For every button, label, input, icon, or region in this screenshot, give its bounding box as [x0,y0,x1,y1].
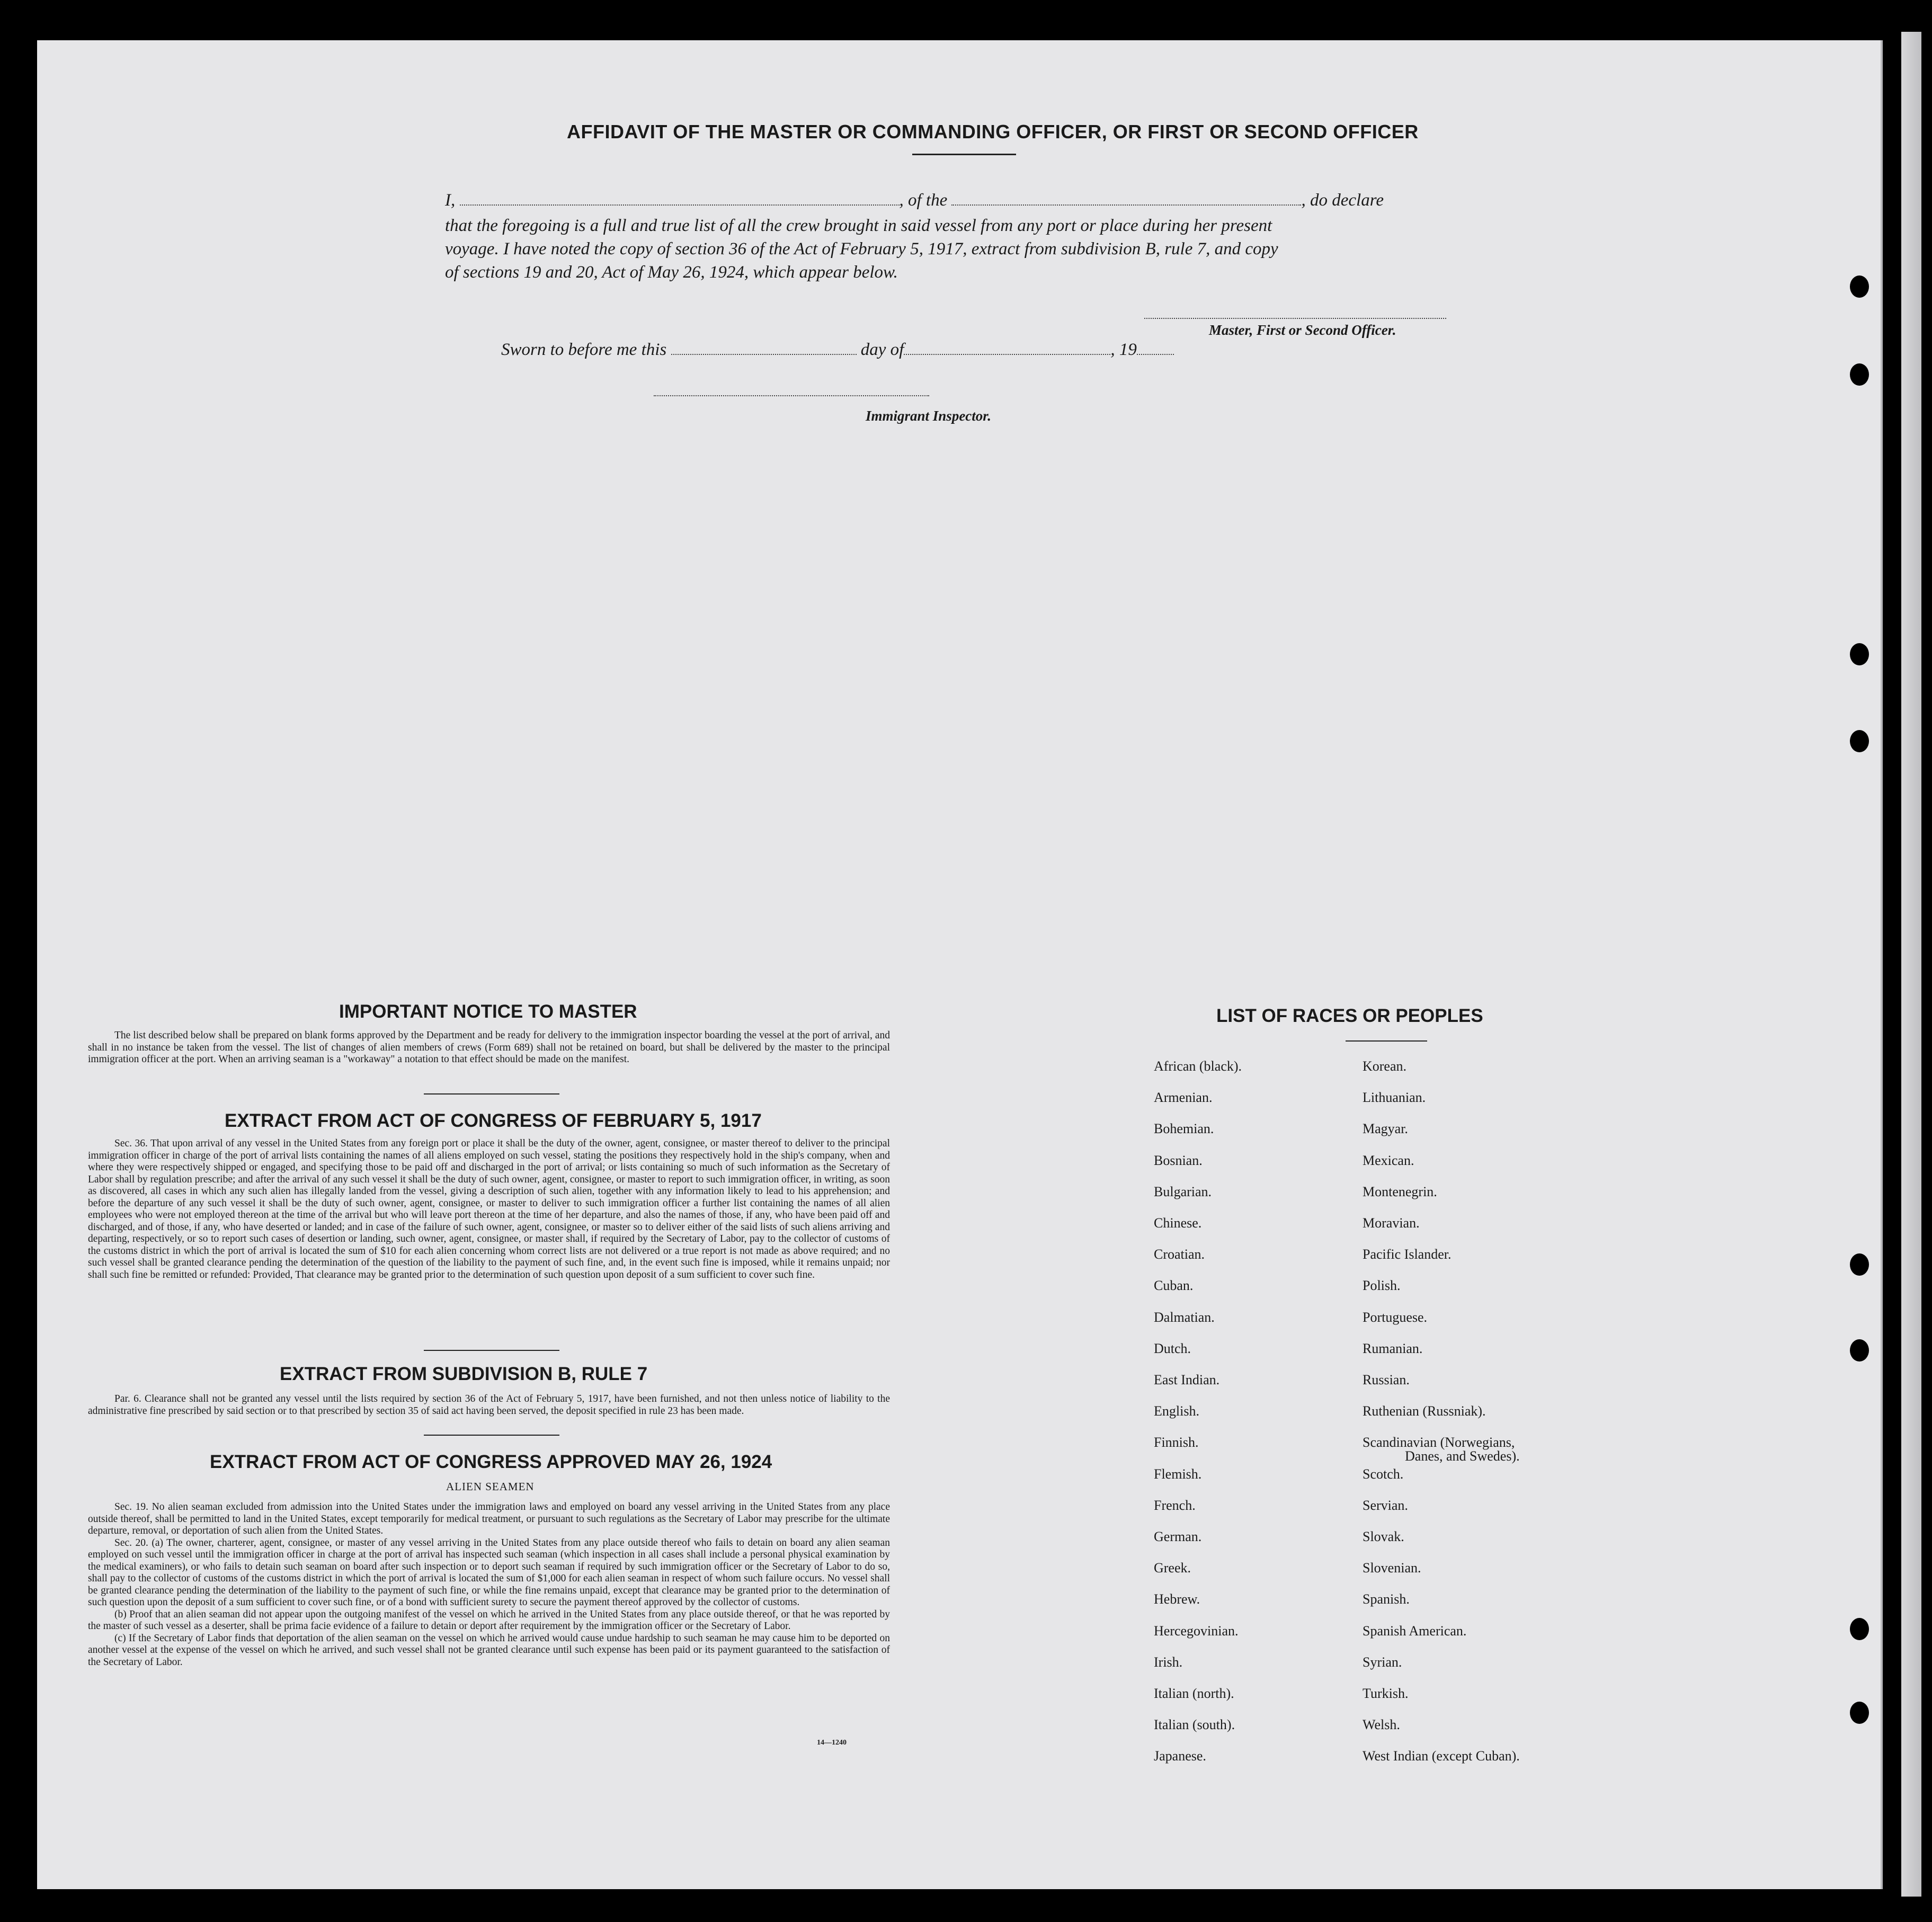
race-item: German. [1154,1529,1202,1544]
race-item: Hebrew. [1154,1591,1200,1607]
race-item: Spanish. [1363,1591,1410,1607]
race-item: Chinese. [1154,1215,1202,1231]
race-item: Flemish. [1154,1466,1202,1482]
affidavit-line-1 [445,188,1483,213]
month-blank[interactable] [904,341,1110,355]
inspector-label: Immigrant Inspector. [866,408,992,424]
punch-hole [1850,363,1869,386]
race-item: English. [1154,1403,1199,1419]
race-item: French. [1154,1497,1196,1513]
race-item: Slovenian. [1363,1560,1421,1576]
race-item: Magyar. [1363,1121,1408,1137]
race-item: Portuguese. [1363,1309,1428,1325]
sec-20c-text: (c) If the Secretary of Labor finds that deportation of the alien seaman on the vessel on which he arrived would cause undue hardship to such seaman he may cause him to be deported on another vessel at the expense of the vessel on which he arrived, and such vessel shall not be granted clearance until such expense has been paid or its payment guaranteed to the satisfaction of the Secretary of Labor. [88,1632,890,1668]
punch-hole [1850,1253,1869,1276]
form-number: 14—1240 [817,1739,847,1747]
race-item: Armenian. [1154,1090,1213,1106]
extract-1917-body [88,1138,890,1281]
title-rule [912,154,1016,155]
sec-20a-text: Sec. 20. (a) The owner, charterer, agent, consignee, or master of any vessel arriving in the United States from any place outside thereof who fails to detain on board any alien seaman employed on such vessel until the immigration officer in charge at the port of arrival has inspected such seaman (which inspection in all cases shall include a personal physical examination by the medical examiners), or who fails to detain such seaman on board after such inspection or to deport such seaman if required by such immigration officer or the Secretary of Labor to do so, shall pay to the collector of customs of the customs district in which the port of arrival is located the sum of $1,000 for each alien seaman in respect of whom such failure occurs. No vessel shall be granted clearance pending the determination of the liability to the payment of such fine, or while the fine remains unpaid, except that clearance may be granted prior to the determination of such question upon the deposit of a sum sufficient to cover such fine, or of a bond with sufficient surety to secure the payment thereof approved by the collector of customs. [88,1537,890,1608]
year-blank[interactable] [1137,341,1174,355]
affidavit-line-4: of sections 19 and 20, Act of May 26, 1924, which appear below. [445,263,898,282]
affidavit-line-2: that the foregoing is a full and true list of all the crew brought in said vessel from any port or place during her present [445,216,1272,235]
affidavit-of-the: , of the [899,191,948,210]
notice-text: The list described below shall be prepared on blank forms approved by the Department and be ready for delivery to the immigration inspector boarding the vessel at the port of arrival, and shall in no instance be taken from the vessel. The list of changes of alien members of crews (Form 689) shall not be retained on board, but shall be delivered by the master to the principal immigration officer at the port. When an arriving seaman is a "workaway" a notation to that effect should be made on the manifest. [88,1030,890,1065]
race-item: Dalmatian. [1154,1309,1215,1325]
notice-title: IMPORTANT NOTICE TO MASTER [339,1001,637,1022]
race-item: Finnish. [1154,1435,1199,1451]
race-item: Italian (north). [1154,1686,1234,1701]
sworn-date-blank[interactable] [671,341,857,355]
affidavit-i: I, [445,191,456,210]
extract-rule7-title: EXTRACT FROM SUBDIVISION B, RULE 7 [280,1364,648,1384]
race-item: Scandinavian (Norwegians, [1363,1435,1515,1451]
punch-hole [1850,275,1869,298]
race-item: Welsh. [1363,1717,1400,1733]
sec-36-text: Sec. 36. That upon arrival of any vessel in the United States from any foreign port or place it shall be the duty of the owner, agent, consignee, or master thereof to deliver to the principal immigration officer in charge of the port of arrival lists containing the names of all aliens employed on such vessel, stating the positions they respectively hold in the ship's company, when and where they were respectively shipped or engaged, and specifying those to be paid off and discharged in the port of arrival; or lists containing so much of such information as the Secretary of Labor shall by regulation prescribe; and after the arrival of any such vessel it shall be the duty of such owner, agent, consignee, or master to report to such immigration officer, in writing, as soon as discovered, all cases in which any such alien has illegally landed from the vessel, giving a description of such alien, together with any information likely to lead to his apprehension; and before the departure of any such vessel it shall be the duty of such owner, agent, consignee, or master to deliver to such immigration officer a further list containing the names of all alien employees who were not employed thereon at the time of the arrival but who will leave port thereon at the time of her departure, and also the names of those, if any, who have been paid off and discharged, and of those, if any, who have deserted or landed; and in case of the failure of such owner, agent, consignee, or master so to deliver either of the said lists of such aliens arriving and departing, respectively, or so to report such cases of desertion or landing, such owner, agent, consignee, or master shall, if required by the Secretary of Labor, pay to the collector of customs of the customs district in which the port of arrival is located the sum of $10 for each alien concerning whom correct lists are not delivered or a true report is not made as above required; and no such vessel shall be granted clearance pending the determination of the question of the liability to the payment of such fine, and, in the event such fine is imposed, while it remains unpaid; nor shall such fine be remitted or refunded: Provided, That clearance may be granted prior to the determination of such question upon deposit of a sum sufficient to cover such fine. [88,1138,890,1280]
races-title: LIST OF RACES OR PEOPLES [1216,1006,1483,1026]
race-item: Servian. [1363,1497,1408,1513]
punch-hole [1850,1339,1869,1362]
race-item: Polish. [1363,1278,1401,1294]
sworn-label: Sworn to before me this [501,340,667,359]
race-item: Lithuanian. [1363,1090,1426,1106]
par-6-text: Par. 6. Clearance shall not be granted any vessel until the lists required by section 36 of the Act of February 5, 1917, have been furnished, and not then unless notice of liability to the administrative fine prescribed by said section or to that prescribed by section 35 of said act having been served, the deposit specified in rule 23 has been made. [88,1393,890,1417]
extract-rule7-body [88,1393,890,1417]
punch-hole [1850,1702,1869,1724]
race-item: Montenegrin. [1363,1184,1437,1199]
year-prefix: , 19 [1110,340,1137,359]
punch-hole [1850,1618,1869,1640]
races-rule [1346,1040,1427,1042]
day-of-label: day of [860,340,904,359]
race-item: Syrian. [1363,1654,1402,1670]
divider [424,1435,559,1436]
race-item: Croatian. [1154,1247,1205,1262]
divider [424,1093,559,1095]
sec-19-text: Sec. 19. No alien seaman excluded from admission into the United States under the immigration laws and employed on board any vessel arriving in the United States from any place outside thereof, shall be permitted to land in the United States, except temporarily for medical treatment, or pursuant to such regulations as the Secretary of Labor may prescribe for the ultimate departure, removal, or deportation of such alien from the United States. [88,1501,890,1536]
race-item: Rumanian. [1363,1340,1423,1356]
vessel-blank[interactable] [951,192,1301,206]
name-blank[interactable] [460,192,900,206]
race-item: African (black). [1154,1058,1242,1074]
page-edge [1901,32,1921,1897]
punch-hole [1850,643,1869,665]
race-item: Bosnian. [1154,1152,1203,1168]
master-signature-label: Master, First or Second Officer. [1209,322,1396,338]
race-item: West Indian (except Cuban). [1363,1748,1520,1764]
extract-1917-title: EXTRACT FROM ACT OF CONGRESS OF FEBRUARY 5, 1917 [225,1110,762,1131]
affidavit-title: AFFIDAVIT OF THE MASTER OR COMMANDING OFFICER, OR FIRST OR SECOND OFFICER [567,121,1419,143]
punch-hole [1850,730,1869,752]
race-item: Slovak. [1363,1529,1404,1544]
race-item: Moravian. [1363,1215,1420,1231]
sec-20b-text: (b) Proof that an alien seaman did not appear upon the outgoing manifest of the vessel on which he arrived in the United States from any place outside thereof, or that he was reported by the master of such vessel as a deserter, shall be prima facie evidence of a failure to detain or deport after requirement by the immigration officer or the Secretary of Labor. [88,1608,890,1632]
race-item: Mexican. [1363,1152,1414,1168]
race-item: East Indian. [1154,1372,1220,1387]
race-item: Italian (south). [1154,1717,1235,1733]
notice-body [88,1030,890,1066]
alien-seamen-subtitle: ALIEN SEAMEN [446,1480,535,1493]
master-signature-line[interactable] [1144,318,1446,319]
extract-1924-body [88,1501,890,1668]
race-item-continuation: Danes, and Swedes). [1405,1448,1520,1464]
affidavit-line-3: voyage. I have noted the copy of section 36 of the Act of February 5, 1917, extract from subdivision B, rule 7, and copy [445,239,1278,259]
race-item: Irish. [1154,1654,1183,1670]
race-item: Scotch. [1363,1466,1404,1482]
sworn-line [501,337,1243,362]
extract-1924-title: EXTRACT FROM ACT OF CONGRESS APPROVED MAY 26, 1924 [210,1452,772,1472]
race-item: Spanish American. [1363,1623,1467,1639]
race-item: Korean. [1363,1058,1407,1074]
race-item: Bohemian. [1154,1121,1214,1137]
race-item: Greek. [1154,1560,1191,1576]
race-item: Bulgarian. [1154,1184,1212,1199]
affidavit-declare: , do declare [1301,191,1384,210]
race-item: Ruthenian (Russniak). [1363,1403,1486,1419]
race-item: Turkish. [1363,1686,1409,1701]
race-item: Hercegovinian. [1154,1623,1239,1639]
divider [424,1350,559,1351]
race-item: Cuban. [1154,1278,1194,1294]
inspector-signature-line[interactable] [654,395,929,396]
race-item: Russian. [1363,1372,1410,1387]
race-item: Pacific Islander. [1363,1247,1452,1262]
race-item: Dutch. [1154,1340,1191,1356]
race-item: Japanese. [1154,1748,1206,1764]
